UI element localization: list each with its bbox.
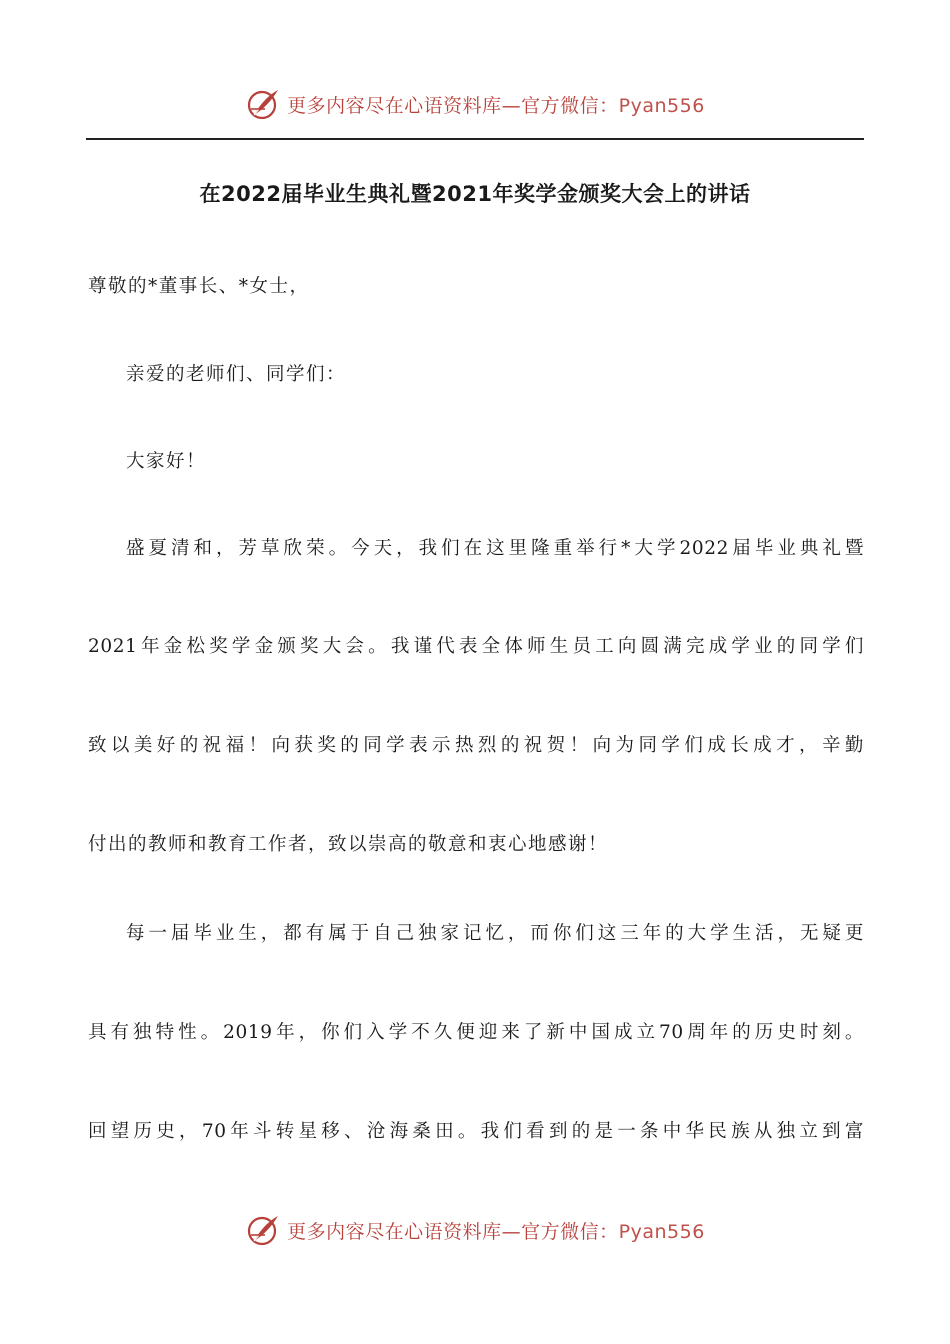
header-banner-text [287, 91, 705, 118]
document-title: 在2022届毕业生典礼暨2021年奖学金颁奖大会上的讲话 [199, 182, 751, 206]
footer-banner-text [287, 1217, 705, 1244]
paragraph-line: 具有独特性。2019年，你们入学不久便迎来了新中国成立70周年的历史时刻。 [88, 1022, 864, 1043]
greeting-line: 亲爱的老师们、同学们： [126, 364, 347, 385]
header-banner [0, 82, 950, 126]
hello-line: 大家好！ [126, 451, 207, 472]
paragraph-line: 2021年金松奖学金颁奖大会。我谨代表全体师生员工向圆满完成学业的同学们 [88, 636, 864, 657]
paragraph-line: 回望历史，70年斗转星移、沧海桑田。我们看到的是一条中华民族从独立到富 [88, 1121, 864, 1142]
quill-logo-icon [245, 1212, 281, 1248]
footer-wechat-handle: Pyan556 [618, 1220, 705, 1243]
salutation-line: 尊敬的*董事长、*女士， [88, 276, 310, 297]
footer-banner-main: 更多内容尽在心语资料库—官方微信： [287, 1220, 619, 1243]
paragraph-line: 盛夏清和，芳草欣荣。今天，我们在这里隆重举行*大学2022届毕业典礼暨 [126, 538, 864, 559]
paragraph-line: 致以美好的祝福！向获奖的同学表示热烈的祝贺！向为同学们成长成才，辛勤 [88, 735, 864, 756]
paragraph-line: 付出的教师和教育工作者，致以崇高的敬意和衷心地感谢！ [88, 834, 609, 855]
header-banner-main: 更多内容尽在心语资料库—官方微信： [287, 94, 619, 117]
footer-banner [0, 1208, 950, 1252]
header-divider [86, 138, 864, 140]
paragraph-line: 每一届毕业生，都有属于自己独家记忆，而你们这三年的大学生活，无疑更 [126, 923, 864, 944]
quill-logo-icon [245, 86, 281, 122]
header-wechat-handle: Pyan556 [618, 94, 705, 117]
